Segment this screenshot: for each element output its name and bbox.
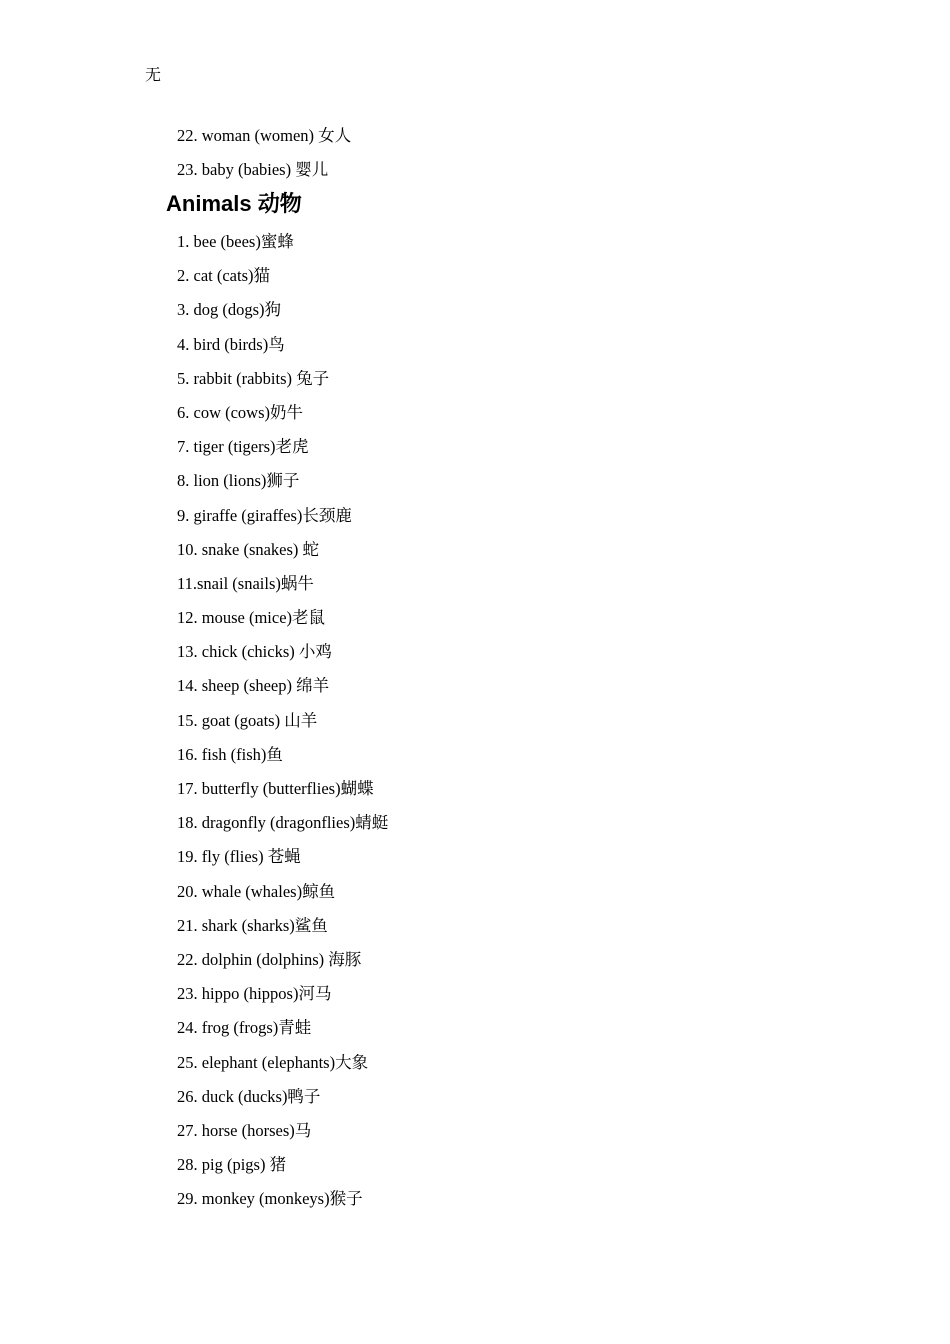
list-item: 3. dog (dogs)狗 <box>177 300 282 320</box>
list-item: 23. hippo (hippos)河马 <box>177 984 332 1004</box>
list-item: 8. lion (lions)狮子 <box>177 471 300 491</box>
list-item: 4. bird (birds)鸟 <box>177 334 285 354</box>
list-item: 6. cow (cows)奶牛 <box>177 402 304 422</box>
list-item: 15. goat (goats) 山羊 <box>177 710 318 730</box>
list-item: 10. snake (snakes) 蛇 <box>177 539 320 559</box>
list-item: 5. rabbit (rabbits) 兔子 <box>177 368 330 388</box>
list-item: 28. pig (pigs) 猪 <box>177 1155 287 1175</box>
page-header-text: 无 <box>145 67 162 84</box>
list-item: 29. monkey (monkeys)猴子 <box>177 1189 363 1209</box>
list-item: 17. butterfly (butterflies)蝴蝶 <box>177 779 374 798</box>
list-item: 1. bee (bees)蜜蜂 <box>177 232 294 251</box>
list-item: 9. giraffe (giraffes)长颈鹿 <box>177 505 352 525</box>
list-item: 19. fly (flies) 苍蝇 <box>177 847 301 867</box>
list-item: 20. whale (whales)鲸鱼 <box>177 881 336 901</box>
list-item: 16. fish (fish)鱼 <box>177 744 283 764</box>
list-item: 25. elephant (elephants)大象 <box>177 1052 369 1072</box>
list-item: 22. dolphin (dolphins) 海豚 <box>177 949 362 969</box>
list-item: 23. baby (babies) 婴儿 <box>177 160 329 180</box>
list-item: 14. sheep (sheep) 绵羊 <box>177 676 330 696</box>
list-item: 24. frog (frogs)青蛙 <box>177 1018 312 1038</box>
section-heading-animals: Animals 动物 <box>166 191 302 216</box>
list-item: 27. horse (horses)马 <box>177 1120 312 1140</box>
list-item: 22. woman (women) 女人 <box>177 126 352 145</box>
list-item: 18. dragonfly (dragonflies)蜻蜓 <box>177 813 389 833</box>
list-item: 11.snail (snails)蜗牛 <box>177 573 314 593</box>
list-item: 7. tiger (tigers)老虎 <box>177 437 309 457</box>
list-item: 21. shark (sharks)鲨鱼 <box>177 915 328 935</box>
people-word-list <box>177 125 351 193</box>
list-item: 12. mouse (mice)老鼠 <box>177 608 326 628</box>
list-item: 2. cat (cats)猫 <box>177 266 270 286</box>
list-item: 13. chick (chicks) 小鸡 <box>177 642 332 662</box>
list-item: 26. duck (ducks)鸭子 <box>177 1086 321 1106</box>
animals-word-list <box>177 231 388 1222</box>
